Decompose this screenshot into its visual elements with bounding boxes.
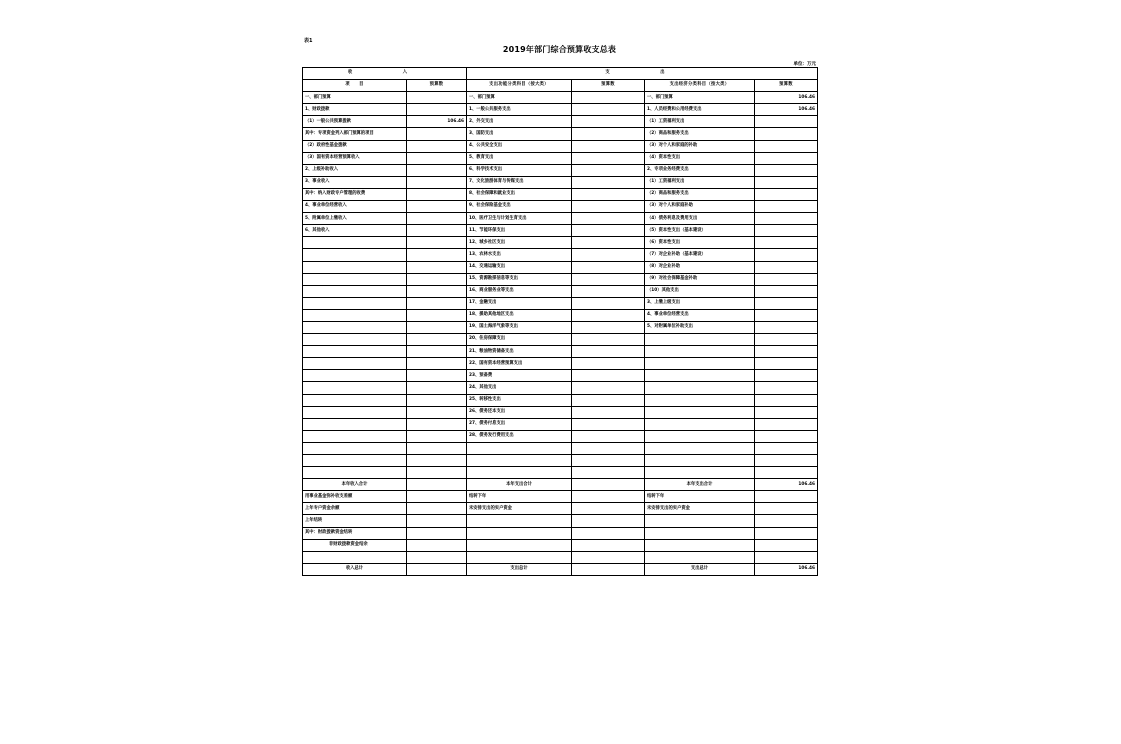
cell	[755, 539, 818, 551]
income-item-cell	[303, 382, 407, 394]
income-item-cell	[303, 406, 407, 418]
functional-budget-cell	[572, 152, 645, 164]
income-budget-cell	[407, 346, 467, 358]
functional-item-cell: 4、公共安全支出	[467, 140, 572, 152]
summary-label: 结转下年	[645, 491, 755, 503]
functional-budget-cell	[572, 430, 645, 442]
economic-budget-cell	[755, 213, 818, 225]
economic-item-cell: （5）资本性支出（基本建设）	[645, 225, 755, 237]
table-row	[303, 418, 818, 430]
economic-budget-cell	[755, 164, 818, 176]
cell	[755, 527, 818, 539]
economic-item-cell	[645, 418, 755, 430]
economic-budget-cell	[755, 382, 818, 394]
economic-budget-cell	[755, 321, 818, 333]
income-item-cell	[303, 237, 407, 249]
cell	[572, 527, 645, 539]
economic-item-cell: 2、专项业务经费支出	[645, 164, 755, 176]
economic-item-cell	[645, 346, 755, 358]
economic-item-cell: 1、人员经费和公用经费支出	[645, 104, 755, 116]
table-body	[303, 68, 818, 479]
summary-label: 结转下年	[467, 491, 572, 503]
income-budget-cell	[407, 430, 467, 442]
functional-budget-cell	[572, 285, 645, 297]
economic-item-cell	[645, 455, 755, 467]
table-row	[303, 92, 818, 104]
functional-budget-cell	[572, 273, 645, 285]
income-item-cell	[303, 455, 407, 467]
table-row	[303, 140, 818, 152]
income-item-cell	[303, 273, 407, 285]
table-row	[303, 406, 818, 418]
cell	[467, 539, 572, 551]
document-title: 2019年部门综合预算收支总表	[502, 45, 617, 54]
summary-label: 其中：财政拨款资金结转	[303, 527, 407, 539]
economic-budget-cell	[755, 297, 818, 309]
summary-row	[303, 551, 818, 563]
functional-item-cell: 26、债务还本支出	[467, 406, 572, 418]
table-row	[303, 201, 818, 213]
income-item-cell	[303, 321, 407, 333]
economic-item-cell	[645, 370, 755, 382]
economic-item-cell	[645, 358, 755, 370]
income-item-cell: 1、财政拨款	[303, 104, 407, 116]
functional-item-cell: 13、农林水支出	[467, 249, 572, 261]
functional-item-cell: 27、债务付息支出	[467, 418, 572, 430]
functional-item-cell: 3、国防支出	[467, 128, 572, 140]
table-row	[303, 334, 818, 346]
table-row	[303, 346, 818, 358]
column-header-functional: 支出功能分类科目（按大类）	[467, 80, 572, 92]
cell	[572, 539, 645, 551]
economic-item-cell	[645, 467, 755, 479]
column-header-economic: 支出经济分类科目（按大类）	[645, 80, 755, 92]
economic-budget-cell	[755, 334, 818, 346]
table-header-row-2	[303, 80, 818, 92]
economic-budget-cell	[755, 358, 818, 370]
functional-item-cell: 19、国土海洋气象等支出	[467, 321, 572, 333]
economic-budget-cell	[755, 455, 818, 467]
functional-item-cell: 23、预备费	[467, 370, 572, 382]
economic-budget-cell	[755, 467, 818, 479]
income-budget-cell: 106.46	[407, 116, 467, 128]
income-item-cell	[303, 442, 407, 454]
income-item-cell	[303, 334, 407, 346]
economic-budget-cell	[755, 188, 818, 200]
economic-item-cell: （9）对社会保障基金补助	[645, 273, 755, 285]
economic-budget-cell	[755, 261, 818, 273]
economic-item-cell	[645, 334, 755, 346]
cell	[467, 515, 572, 527]
cell	[572, 503, 645, 515]
functional-budget-cell	[572, 455, 645, 467]
functional-item-cell: 22、国有资本经营预算支出	[467, 358, 572, 370]
summary-row	[303, 491, 818, 503]
income-item-cell: 3、事业收入	[303, 176, 407, 188]
functional-item-cell	[467, 442, 572, 454]
table-row	[303, 237, 818, 249]
income-budget-cell	[407, 201, 467, 213]
economic-item-cell: 4、事业单位经营支出	[645, 309, 755, 321]
functional-budget-cell	[572, 140, 645, 152]
cell	[755, 551, 818, 563]
economic-item-cell: 一、部门预算	[645, 92, 755, 104]
economic-budget-cell	[755, 346, 818, 358]
budget-summary-table	[302, 67, 818, 576]
functional-budget-cell	[572, 249, 645, 261]
functional-budget-cell	[572, 164, 645, 176]
income-item-cell: 4、事业单位经营收入	[303, 201, 407, 213]
income-item-cell: （2）政府性基金拨款	[303, 140, 407, 152]
cell	[645, 527, 755, 539]
functional-item-cell: 1、一般公共服务支出	[467, 104, 572, 116]
economic-budget-cell: 106.46	[755, 104, 818, 116]
economic-total-label: 本年支出合计	[645, 479, 755, 491]
income-budget-cell	[407, 334, 467, 346]
income-item-cell	[303, 285, 407, 297]
income-budget-cell	[407, 225, 467, 237]
table-row	[303, 358, 818, 370]
table-row	[303, 382, 818, 394]
economic-budget-cell	[755, 273, 818, 285]
grand-economic-total-value: 106.46	[755, 563, 818, 575]
functional-budget-cell	[572, 116, 645, 128]
functional-item-cell: 一、部门预算	[467, 92, 572, 104]
functional-budget-cell	[572, 92, 645, 104]
income-item-cell	[303, 261, 407, 273]
income-budget-cell	[407, 104, 467, 116]
economic-item-cell: （10）其他支出	[645, 285, 755, 297]
functional-item-cell: 6、科学技术支出	[467, 164, 572, 176]
table-row	[303, 225, 818, 237]
functional-item-cell	[467, 467, 572, 479]
income-item-cell	[303, 249, 407, 261]
economic-item-cell: （2）商品和服务支出	[645, 128, 755, 140]
functional-item-cell: 12、城乡社区支出	[467, 237, 572, 249]
income-budget-cell	[407, 273, 467, 285]
cell	[407, 539, 467, 551]
functional-budget-cell	[572, 467, 645, 479]
economic-item-cell	[645, 382, 755, 394]
economic-budget-cell	[755, 140, 818, 152]
functional-item-cell: 9、社会保险基金支出	[467, 201, 572, 213]
income-budget-cell	[407, 309, 467, 321]
functional-item-cell: 28、债务发行费用支出	[467, 430, 572, 442]
functional-item-cell: 14、交通运输支出	[467, 261, 572, 273]
functional-item-cell: 11、节能环保支出	[467, 225, 572, 237]
income-item-cell: 2、上级补助收入	[303, 164, 407, 176]
functional-budget-cell	[572, 334, 645, 346]
functional-item-cell: 17、金融支出	[467, 297, 572, 309]
table-row	[303, 297, 818, 309]
grand-income-total-label: 收入总计	[303, 563, 407, 575]
table-row	[303, 261, 818, 273]
income-budget-cell	[407, 442, 467, 454]
functional-item-cell: 5、教育支出	[467, 152, 572, 164]
summary-row	[303, 479, 818, 491]
summary-row	[303, 527, 818, 539]
income-header: 收 入	[303, 68, 467, 80]
column-header-item: 项 目	[303, 80, 407, 92]
table-row	[303, 442, 818, 454]
cell	[407, 527, 467, 539]
functional-item-cell: 10、医疗卫生与计划生育支出	[467, 213, 572, 225]
cell	[407, 563, 467, 575]
cell	[645, 539, 755, 551]
economic-budget-cell	[755, 237, 818, 249]
economic-budget-cell	[755, 225, 818, 237]
table-row	[303, 213, 818, 225]
economic-budget-cell	[755, 430, 818, 442]
income-item-cell	[303, 418, 407, 430]
table-row	[303, 188, 818, 200]
table-summary	[303, 479, 818, 576]
cell	[407, 503, 467, 515]
income-budget-cell	[407, 128, 467, 140]
functional-budget-cell	[572, 346, 645, 358]
functional-budget-cell	[572, 370, 645, 382]
summary-label: 上年结转	[303, 515, 407, 527]
economic-budget-cell	[755, 418, 818, 430]
table-row	[303, 273, 818, 285]
economic-item-cell: （1）工资福利支出	[645, 176, 755, 188]
table-header-row-1	[303, 68, 818, 80]
income-budget-cell	[407, 188, 467, 200]
income-item-cell	[303, 394, 407, 406]
income-budget-cell	[407, 92, 467, 104]
income-item-cell: （3）国有资本经营预算收入	[303, 152, 407, 164]
cell	[572, 479, 645, 491]
cell	[572, 563, 645, 575]
cell	[645, 515, 755, 527]
table-row	[303, 321, 818, 333]
column-header-budget: 预算数	[407, 80, 467, 92]
functional-item-cell: 7、文化旅游体育与传媒支出	[467, 176, 572, 188]
cell	[645, 551, 755, 563]
income-budget-cell	[407, 237, 467, 249]
table-row	[303, 455, 818, 467]
income-budget-cell	[407, 418, 467, 430]
income-item-cell	[303, 370, 407, 382]
income-budget-cell	[407, 152, 467, 164]
cell	[755, 515, 818, 527]
functional-budget-cell	[572, 176, 645, 188]
income-budget-cell	[407, 297, 467, 309]
income-budget-cell	[407, 140, 467, 152]
summary-row	[303, 515, 818, 527]
economic-item-cell: （6）资本性支出	[645, 237, 755, 249]
income-budget-cell	[407, 164, 467, 176]
table-row	[303, 116, 818, 128]
income-item-cell: 一、部门预算	[303, 92, 407, 104]
income-item-cell: 其中：纳入财政专户管理的收费	[303, 188, 407, 200]
functional-item-cell: 16、商业服务业等支出	[467, 285, 572, 297]
income-item-cell	[303, 346, 407, 358]
functional-budget-cell	[572, 188, 645, 200]
functional-budget-cell	[572, 321, 645, 333]
functional-item-cell: 8、社会保障和就业支出	[467, 188, 572, 200]
income-item-cell: 其中：专项资金列入部门预算的项目	[303, 128, 407, 140]
economic-item-cell	[645, 430, 755, 442]
income-item-cell: （1）一般公共预算拨款	[303, 116, 407, 128]
economic-item-cell	[645, 442, 755, 454]
functional-item-cell: 15、资源勘探信息等支出	[467, 273, 572, 285]
income-item-cell	[303, 358, 407, 370]
economic-budget-cell	[755, 249, 818, 261]
column-header-budget: 预算数	[572, 80, 645, 92]
grand-functional-total-label: 支出总计	[467, 563, 572, 575]
functional-item-cell: 2、外交支出	[467, 116, 572, 128]
column-header-budget: 预算数	[755, 80, 818, 92]
grand-total-row	[303, 563, 818, 575]
summary-label: 未安排支出的实户资金	[645, 503, 755, 515]
table-row	[303, 128, 818, 140]
economic-budget-cell	[755, 128, 818, 140]
economic-item-cell: 3、上缴上级支出	[645, 297, 755, 309]
summary-label: 非财政拨款资金结余	[303, 539, 407, 551]
economic-item-cell: （7）对企业补助（基本建设）	[645, 249, 755, 261]
functional-budget-cell	[572, 261, 645, 273]
cell	[407, 551, 467, 563]
income-item-cell	[303, 309, 407, 321]
table-row	[303, 309, 818, 321]
functional-item-cell	[467, 455, 572, 467]
economic-budget-cell	[755, 201, 818, 213]
income-budget-cell	[407, 213, 467, 225]
functional-budget-cell	[572, 128, 645, 140]
functional-budget-cell	[572, 418, 645, 430]
income-budget-cell	[407, 321, 467, 333]
functional-budget-cell	[572, 104, 645, 116]
income-item-cell: 6、其他收入	[303, 225, 407, 237]
economic-item-cell: （1）工资福利支出	[645, 116, 755, 128]
economic-budget-cell	[755, 152, 818, 164]
economic-item-cell: （2）商品和服务支出	[645, 188, 755, 200]
functional-budget-cell	[572, 309, 645, 321]
table-row	[303, 152, 818, 164]
table-row	[303, 370, 818, 382]
unit-label: 单位：万元	[793, 62, 816, 67]
income-item-cell: 5、附属单位上缴收入	[303, 213, 407, 225]
economic-budget-cell	[755, 370, 818, 382]
table-row	[303, 394, 818, 406]
cell	[467, 551, 572, 563]
economic-total-value: 106.46	[755, 479, 818, 491]
cell	[407, 479, 467, 491]
table-row	[303, 249, 818, 261]
functional-total-label: 本年支出合计	[467, 479, 572, 491]
economic-budget-cell: 106.46	[755, 92, 818, 104]
table-row	[303, 467, 818, 479]
income-total-label: 本年收入合计	[303, 479, 407, 491]
cell	[572, 515, 645, 527]
income-budget-cell	[407, 249, 467, 261]
cell	[407, 515, 467, 527]
table-row	[303, 164, 818, 176]
table-number-label: 表1	[304, 38, 313, 44]
economic-item-cell	[645, 394, 755, 406]
functional-item-cell: 24、其他支出	[467, 382, 572, 394]
expense-header: 支 出	[467, 68, 818, 80]
economic-budget-cell	[755, 442, 818, 454]
income-budget-cell	[407, 467, 467, 479]
economic-item-cell: （4）资本性支出	[645, 152, 755, 164]
income-budget-cell	[407, 382, 467, 394]
income-budget-cell	[407, 370, 467, 382]
functional-budget-cell	[572, 394, 645, 406]
table-row	[303, 430, 818, 442]
economic-item-cell	[645, 406, 755, 418]
income-budget-cell	[407, 406, 467, 418]
functional-budget-cell	[572, 201, 645, 213]
income-budget-cell	[407, 455, 467, 467]
economic-item-cell: 5、对附属单位补助支出	[645, 321, 755, 333]
functional-budget-cell	[572, 225, 645, 237]
functional-budget-cell	[572, 358, 645, 370]
economic-budget-cell	[755, 285, 818, 297]
economic-budget-cell	[755, 116, 818, 128]
economic-item-cell: （4）债务利息及费用支出	[645, 213, 755, 225]
table-row	[303, 285, 818, 297]
functional-budget-cell	[572, 297, 645, 309]
functional-budget-cell	[572, 213, 645, 225]
summary-label: 用事业基金弥补收支差额	[303, 491, 407, 503]
functional-budget-cell	[572, 382, 645, 394]
economic-item-cell: （3）对个人和家庭补助	[645, 201, 755, 213]
income-item-cell	[303, 430, 407, 442]
economic-budget-cell	[755, 394, 818, 406]
table-row	[303, 176, 818, 188]
cell	[407, 491, 467, 503]
functional-budget-cell	[572, 406, 645, 418]
economic-budget-cell	[755, 309, 818, 321]
summary-row	[303, 503, 818, 515]
income-item-cell	[303, 467, 407, 479]
economic-item-cell: （3）对个人和家庭的补助	[645, 140, 755, 152]
economic-budget-cell	[755, 406, 818, 418]
functional-item-cell: 25、转移性支出	[467, 394, 572, 406]
functional-item-cell: 18、援助其他地区支出	[467, 309, 572, 321]
functional-budget-cell	[572, 237, 645, 249]
economic-item-cell: （8）对企业补助	[645, 261, 755, 273]
cell	[303, 551, 407, 563]
income-budget-cell	[407, 358, 467, 370]
income-budget-cell	[407, 394, 467, 406]
income-budget-cell	[407, 261, 467, 273]
grand-economic-total-label: 支出总计	[645, 563, 755, 575]
functional-item-cell: 20、住房保障支出	[467, 334, 572, 346]
income-budget-cell	[407, 285, 467, 297]
income-budget-cell	[407, 176, 467, 188]
cell	[572, 551, 645, 563]
income-item-cell	[303, 297, 407, 309]
functional-budget-cell	[572, 442, 645, 454]
economic-budget-cell	[755, 176, 818, 188]
cell	[755, 491, 818, 503]
summary-row	[303, 539, 818, 551]
cell	[467, 527, 572, 539]
table-row	[303, 104, 818, 116]
functional-item-cell: 21、粮油物资储备支出	[467, 346, 572, 358]
cell	[572, 491, 645, 503]
cell	[755, 503, 818, 515]
summary-label: 上年专户资金余额	[303, 503, 407, 515]
summary-label: 未安排支出的实户资金	[467, 503, 572, 515]
